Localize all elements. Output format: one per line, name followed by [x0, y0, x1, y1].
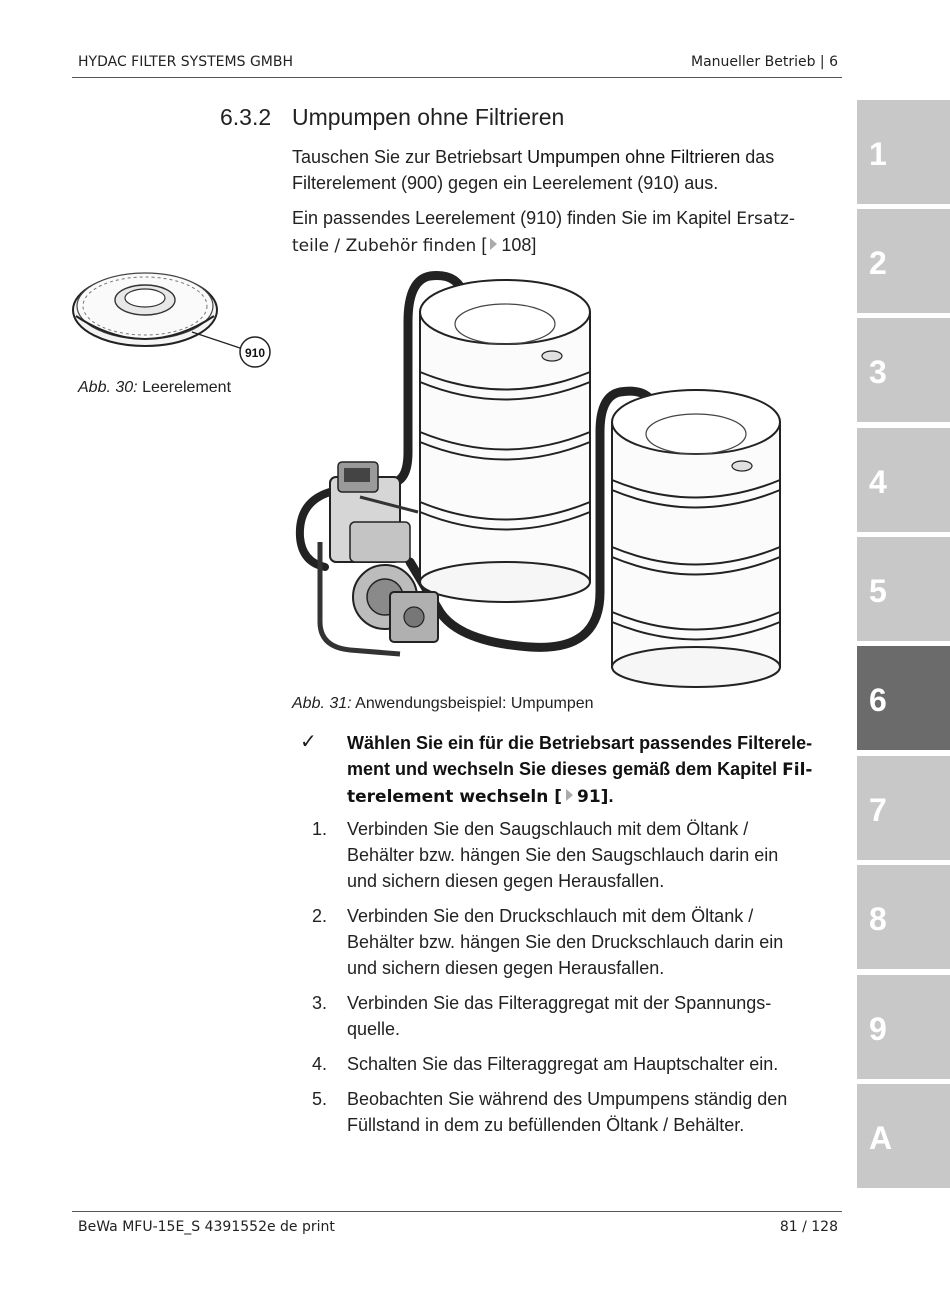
chapter-link-part1[interactable]: Ersatz- — [736, 209, 795, 229]
chapter-tab[interactable] — [857, 428, 950, 532]
chapter-tab[interactable] — [857, 865, 950, 969]
mode-name: Umpumpen ohne Filtrieren — [527, 147, 741, 167]
step-text-line: Füllstand in dem zu befüllenden Öltank / Behälter. — [347, 1115, 745, 1135]
prerequisite-text — [347, 730, 827, 810]
page-ref-arrow-icon — [490, 238, 497, 250]
chapter-tab[interactable] — [857, 100, 950, 204]
step-number: 2. — [312, 906, 328, 926]
chapter-tab-label: 7 — [869, 792, 887, 828]
chapter-tab-label: 9 — [869, 1011, 887, 1047]
document-id: BeWa MFU-15E_S 4391552e de print — [78, 1219, 335, 1235]
section-title: Umpumpen ohne Filtrieren — [292, 104, 565, 130]
step-text — [347, 903, 827, 981]
figure31-caption-text: Anwendungsbeispiel: Umpumpen — [355, 695, 594, 712]
chapter-tab[interactable] — [857, 318, 950, 422]
chapter-tab-label: 6 — [869, 682, 887, 718]
intro-text-line2: Filterelement (900) gegen ein Leerelement (910) aus. — [292, 173, 719, 193]
chapter-link-filter-part2[interactable]: terelement wechseln [ — [347, 787, 562, 807]
page-ref-arrow-icon — [566, 789, 573, 801]
page-ref-open: [ — [476, 235, 487, 255]
step-text-line: Beobachten Sie während des Umpumpens ständig den — [347, 1089, 788, 1109]
step-number: 1. — [312, 819, 328, 839]
reference-text: Ein passendes Leerelement (910) finden Sie im Kapitel — [292, 208, 737, 228]
running-header-chapter: Manueller Betrieb | 6 — [691, 54, 838, 70]
header-rule — [72, 77, 842, 78]
step-text-line: und sichern diesen gegen Herausfallen. — [347, 958, 665, 978]
chapter-tab-label: 8 — [869, 901, 887, 937]
figure30-caption-text: Leerelement — [142, 379, 232, 396]
chapter-tab-label: 5 — [869, 573, 887, 609]
empty-element-illustration — [72, 262, 277, 372]
chapter-tab-label: 3 — [869, 354, 887, 390]
chapter-tab-label: 2 — [869, 245, 887, 281]
callout-910: 910 — [244, 346, 266, 360]
intro-text: Tauschen Sie zur Betriebsart — [292, 147, 528, 167]
chapter-tab[interactable] — [857, 537, 950, 641]
page-ref-number[interactable]: 108] — [501, 235, 537, 255]
chapter-link-part2[interactable]: teile / Zubehör finden — [292, 236, 477, 256]
step-text-line: Schalten Sie das Filteraggregat am Hauptschalter ein. — [347, 1054, 779, 1074]
pumping-application-illustration — [290, 262, 790, 692]
chapter-tab[interactable] — [857, 756, 950, 860]
running-header-company: HYDAC FILTER SYSTEMS GMBH — [78, 54, 293, 70]
step-text-line: Behälter bzw. hängen Sie den Saugschlauch darin ein — [347, 845, 779, 865]
page-ref-91[interactable]: 91] — [577, 787, 609, 807]
step-text — [347, 816, 827, 894]
step-text-line: Behälter bzw. hängen Sie den Druckschlauch darin ein — [347, 932, 784, 952]
prerequisite-period: . — [608, 786, 614, 806]
step-text — [347, 990, 827, 1042]
chapter-tab-label: A — [869, 1120, 893, 1156]
chapter-tab[interactable] — [857, 646, 950, 750]
step-text-line: Verbinden Sie den Saugschlauch mit dem Öltank / — [347, 819, 749, 839]
step-number: 4. — [312, 1054, 328, 1074]
reference-paragraph — [292, 205, 832, 259]
chapter-tab[interactable] — [857, 1084, 950, 1188]
footer-rule — [72, 1211, 842, 1212]
page-number: 81 / 128 — [779, 1219, 838, 1235]
prerequisite-line1: Wählen Sie ein für die Betriebsart passendes Filterele- — [347, 733, 813, 753]
step-text-line: Verbinden Sie den Druckschlauch mit dem Öltank / — [347, 906, 754, 926]
step-text — [347, 1086, 827, 1138]
section-number: 6.3.2 — [220, 104, 272, 130]
chapter-tab[interactable] — [857, 975, 950, 1079]
figure31-caption — [292, 695, 594, 713]
prerequisite-line2: ment und wechseln Sie dieses gemäß dem Kapitel — [347, 759, 783, 779]
step-text-line: Verbinden Sie das Filteraggregat mit der Spannungs- — [347, 993, 772, 1013]
step-number: 3. — [312, 993, 328, 1013]
intro-text-tail: das — [740, 147, 775, 167]
checkmark-icon: ✓ — [300, 731, 317, 753]
figure31-label: Abb. 31: — [292, 695, 352, 712]
step-text-line: und sichern diesen gegen Herausfallen. — [347, 871, 665, 891]
step-text-line: quelle. — [347, 1019, 401, 1039]
chapter-link-filter-part1[interactable]: Fil- — [782, 760, 813, 780]
intro-paragraph — [292, 144, 832, 196]
step-number: 5. — [312, 1089, 328, 1109]
chapter-tab-label: 4 — [869, 464, 887, 500]
chapter-tab[interactable] — [857, 209, 950, 313]
figure30-caption — [78, 379, 231, 397]
step-text — [347, 1051, 827, 1077]
chapter-tab-label: 1 — [869, 136, 887, 172]
figure30-label: Abb. 30: — [78, 379, 138, 396]
